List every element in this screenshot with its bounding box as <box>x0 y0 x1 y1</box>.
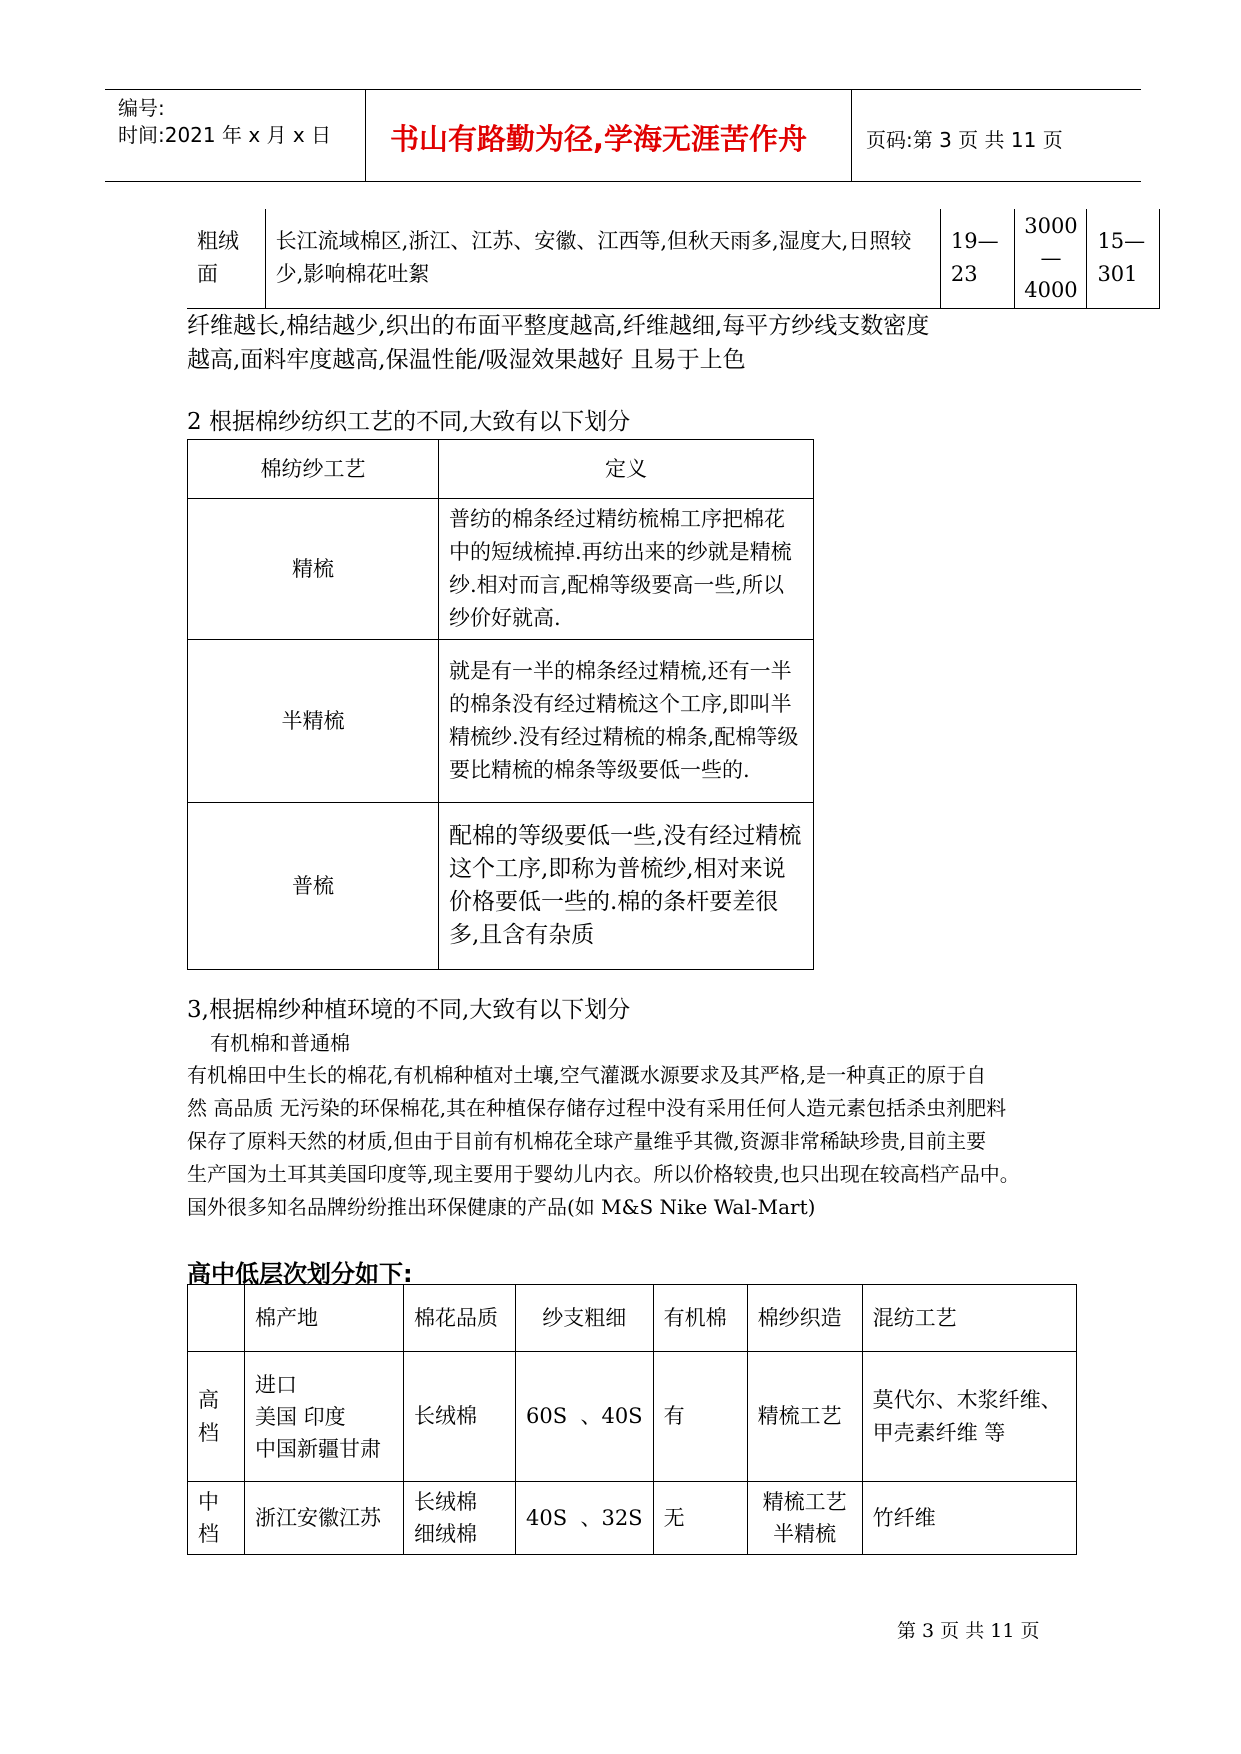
organic-line-4: 生产国为土耳其美国印度等,现主要用于婴幼儿内衣。所以价格较贵,也只出现在较高档产品中。 <box>187 1162 1020 1186</box>
spinning-process-table <box>187 439 814 970</box>
origin-cell: 进口 美国 印度 中国新疆甘肃 <box>245 1352 404 1482</box>
page-footer: 第 3 页 共 11 页 <box>897 1620 1040 1642</box>
header-cell-definition: 定义 <box>439 440 814 499</box>
quality-cell: 长绒棉 <box>404 1352 516 1482</box>
organic-line-1: 有机棉田中生长的棉花,有机棉种植对土壤,空气灌溉水源要求及其严格,是一种真正的原于自 <box>187 1063 987 1087</box>
region-col4-bottom: 4000 <box>1024 278 1078 303</box>
header-top-rule <box>105 89 1141 90</box>
table-row <box>188 640 814 803</box>
region-description-cell: 长江流域棉区,浙江、江苏、安徽、江西等,但秋天雨多,湿度大,日照较少,影响棉花吐絮 <box>265 209 940 308</box>
region-col3-cell: 19—23 <box>940 209 1015 308</box>
quality-cell: 长绒棉 细绒棉 <box>404 1482 516 1555</box>
header-cell-count: 纱支粗细 <box>516 1285 654 1352</box>
table-row <box>188 499 814 640</box>
table-row <box>188 1352 1077 1482</box>
region-col4-dash: — <box>1040 246 1062 271</box>
header-cell-blend: 混纺工艺 <box>862 1285 1076 1352</box>
header-number-label: 编号: <box>118 96 165 120</box>
organic-line-3: 保存了原料天然的材质,但由于目前有机棉花全球产量维乎其微,资源非常稀缺珍贵,目前主要 <box>187 1129 987 1153</box>
section-2-title: 2 根据棉纱纺织工艺的不同,大致有以下划分 <box>187 409 631 435</box>
header-divider-1 <box>365 90 366 182</box>
header-cell-weave: 棉纱织造 <box>747 1285 862 1352</box>
table-row <box>188 803 814 970</box>
header-time-label: 时间:2021 年 x 月 x 日 <box>118 123 332 147</box>
organic-line-5: 国外很多知名品牌纷纷推出环保健康的产品(如 M&S Nike Wal-Mart) <box>187 1195 816 1219</box>
region-name-cell: 粗绒面 <box>187 209 265 308</box>
process-name-cell: 普梳 <box>188 803 439 970</box>
header-cell-quality: 棉花品质 <box>404 1285 516 1352</box>
level-cell: 高档 <box>188 1352 245 1482</box>
organic-paragraph <box>187 1059 1087 1224</box>
process-name-cell: 精梳 <box>188 499 439 640</box>
blend-cell: 竹纤维 <box>862 1482 1076 1555</box>
header-motto: 书山有路勤为径,学海无涯苦作舟 <box>390 122 808 156</box>
header-cell-origin: 棉产地 <box>245 1285 404 1352</box>
header-page-code: 页码:第 3 页 共 11 页 <box>866 128 1063 152</box>
region-col4-cell <box>1015 209 1087 308</box>
weave-cell: 精梳工艺 半精梳 <box>747 1482 862 1555</box>
header-divider-2 <box>851 90 852 182</box>
level-cell: 中档 <box>188 1482 245 1555</box>
organic-line-2: 然 高品质 无污染的环保棉花,其在种植保存储存过程中没有采用任何人造元素包括杀虫剂肥料 <box>187 1096 1007 1120</box>
header-cell-organic: 有机棉 <box>653 1285 747 1352</box>
region-col4-top: 3000 <box>1024 214 1078 239</box>
header-cell-process: 棉纺纱工艺 <box>188 440 439 499</box>
process-name-cell: 半精梳 <box>188 640 439 803</box>
table-header-row <box>188 1285 1077 1352</box>
process-definition-cell: 配棉的等级要低一些,没有经过精梳这个工序,即称为普梳纱,相对来说价格要低一些的.棉的条杆要差很多,且含有杂质 <box>439 803 814 970</box>
count-cell: 60S 、40S <box>516 1352 654 1482</box>
section-3-title: 3,根据棉纱种植环境的不同,大致有以下划分 <box>187 997 631 1023</box>
region-col5-cell: 15—301 <box>1087 209 1160 308</box>
organic-cell: 有 <box>653 1352 747 1482</box>
weave-cell: 精梳工艺 <box>747 1352 862 1482</box>
fiber-note-line-2: 越高,面料牢度越高,保温性能/吸湿效果越好 且易于上色 <box>187 347 746 373</box>
count-cell: 40S 、32S <box>516 1482 654 1555</box>
organic-cell: 无 <box>653 1482 747 1555</box>
origin-cell: 浙江安徽江苏 <box>245 1482 404 1555</box>
table-row <box>187 209 1160 308</box>
cotton-region-table <box>187 209 1160 309</box>
table-row <box>188 1482 1077 1555</box>
fiber-note-line-1: 纤维越长,棉结越少,织出的布面平整度越高,纤维越细,每平方纱线支数密度 <box>187 313 930 339</box>
header-bottom-rule <box>105 181 1141 182</box>
process-definition-cell: 就是有一半的棉条经过精梳,还有一半的棉条没有经过精梳这个工序,即叫半精梳纱.没有经过精梳的棉条,配棉等级要比精梳的棉条等级要低一些的. <box>439 640 814 803</box>
blend-cell: 莫代尔、木浆纤维、甲壳素纤维 等 <box>862 1352 1076 1482</box>
levels-table <box>187 1284 1077 1555</box>
section-3-subtitle: 有机棉和普通棉 <box>210 1031 350 1055</box>
process-definition-cell: 普纺的棉条经过精纺梳棉工序把棉花中的短绒梳掉.再纺出来的纱就是精梳纱.相对而言,配棉等级要高一些,所以纱价好就高. <box>439 499 814 640</box>
table-header-row <box>188 440 814 499</box>
header-cell-empty <box>188 1285 245 1352</box>
levels-title: 高中低层次划分如下: <box>187 1260 413 1288</box>
